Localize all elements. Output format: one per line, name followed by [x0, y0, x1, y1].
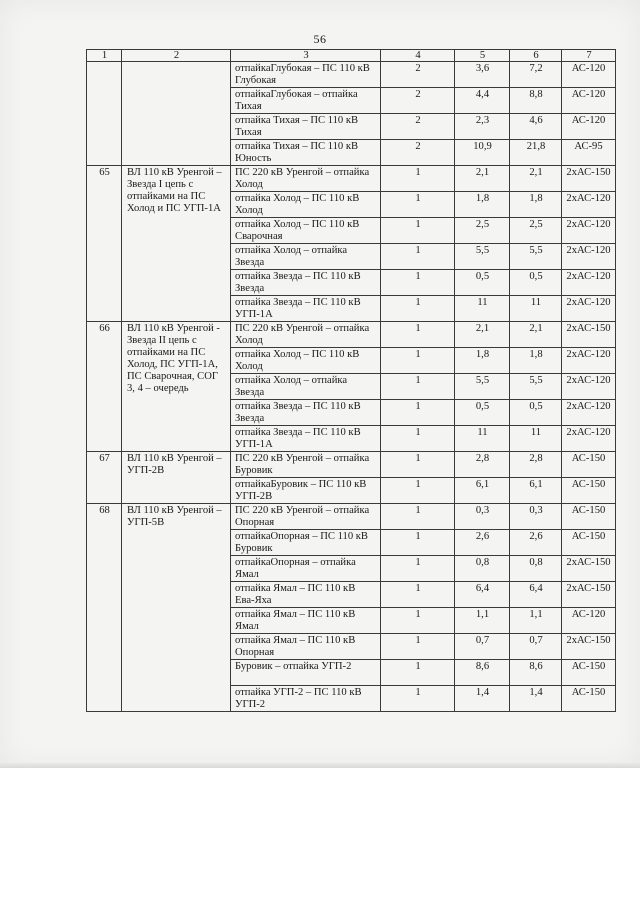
circuits-cell: 2 — [381, 88, 455, 114]
length-cell: 6,1 — [455, 478, 510, 504]
total-length-cell: 5,5 — [510, 244, 562, 270]
section-cell: ПС 220 кВ Уренгой – отпайка Буровик — [231, 452, 381, 478]
circuits-cell: 1 — [381, 270, 455, 296]
length-cell: 1,1 — [455, 608, 510, 634]
section-cell: отпайкаБуровик – ПС 110 кВ УГП-2В — [231, 478, 381, 504]
length-cell: 3,6 — [455, 62, 510, 88]
length-cell: 0,5 — [455, 270, 510, 296]
total-length-cell: 8,6 — [510, 660, 562, 686]
length-cell: 0,7 — [455, 634, 510, 660]
circuits-cell: 2 — [381, 140, 455, 166]
line-number-cell — [87, 62, 122, 166]
total-length-cell: 2,1 — [510, 322, 562, 348]
total-length-cell: 1,4 — [510, 686, 562, 712]
wire-type-cell: 2хАС-150 — [562, 556, 616, 582]
section-cell: отпайка УГП-2 – ПС 110 кВ УГП-2 — [231, 686, 381, 712]
circuits-cell: 1 — [381, 218, 455, 244]
wire-type-cell: 2хАС-120 — [562, 270, 616, 296]
length-cell: 0,8 — [455, 556, 510, 582]
total-length-cell: 0,5 — [510, 270, 562, 296]
circuits-cell: 1 — [381, 452, 455, 478]
line-name-cell: ВЛ 110 кВ Уренгой – УГП-2В — [122, 452, 231, 504]
total-length-cell: 1,1 — [510, 608, 562, 634]
line-number-cell: 65 — [87, 166, 122, 322]
total-length-cell: 1,8 — [510, 192, 562, 218]
total-length-cell: 0,8 — [510, 556, 562, 582]
length-cell: 5,5 — [455, 374, 510, 400]
length-cell: 0,3 — [455, 504, 510, 530]
line-name-cell: ВЛ 110 кВ Уренгой – УГП-5В — [122, 504, 231, 712]
section-cell: отпайкаГлубокая – отпайка Тихая — [231, 88, 381, 114]
column-header: 5 — [455, 50, 510, 62]
wire-type-cell: 2хАС-120 — [562, 296, 616, 322]
section-cell: отпайкаОпорная – ПС 110 кВ Буровик — [231, 530, 381, 556]
column-header: 3 — [231, 50, 381, 62]
length-cell: 0,5 — [455, 400, 510, 426]
wire-type-cell: 2хАС-120 — [562, 218, 616, 244]
total-length-cell: 2,8 — [510, 452, 562, 478]
table-row — [87, 504, 616, 530]
wire-type-cell: АС-95 — [562, 140, 616, 166]
wire-type-cell: 2хАС-120 — [562, 426, 616, 452]
line-number-cell: 68 — [87, 504, 122, 712]
wire-type-cell: 2хАС-120 — [562, 400, 616, 426]
circuits-cell: 1 — [381, 244, 455, 270]
length-cell: 4,4 — [455, 88, 510, 114]
total-length-cell: 0,5 — [510, 400, 562, 426]
length-cell: 2,1 — [455, 166, 510, 192]
total-length-cell: 6,1 — [510, 478, 562, 504]
section-cell: отпайка Звезда – ПС 110 кВ УГП-1А — [231, 296, 381, 322]
length-cell: 2,3 — [455, 114, 510, 140]
section-cell: отпайка Холод – ПС 110 кВ Холод — [231, 192, 381, 218]
length-cell: 10,9 — [455, 140, 510, 166]
power-lines-table — [86, 49, 616, 712]
section-cell: отпайка Холод – отпайка Звезда — [231, 374, 381, 400]
line-number-cell: 67 — [87, 452, 122, 504]
length-cell: 5,5 — [455, 244, 510, 270]
section-cell: ПС 220 кВ Уренгой – отпайка Опорная — [231, 504, 381, 530]
circuits-cell: 1 — [381, 166, 455, 192]
total-length-cell: 0,7 — [510, 634, 562, 660]
circuits-cell: 1 — [381, 322, 455, 348]
section-cell: отпайкаГлубокая – ПС 110 кВ Глубокая — [231, 62, 381, 88]
length-cell: 2,1 — [455, 322, 510, 348]
table-row — [87, 62, 616, 88]
length-cell: 11 — [455, 296, 510, 322]
total-length-cell: 21,8 — [510, 140, 562, 166]
table-row — [87, 452, 616, 478]
wire-type-cell: АС-150 — [562, 504, 616, 530]
circuits-cell: 1 — [381, 582, 455, 608]
circuits-cell: 1 — [381, 660, 455, 686]
length-cell: 6,4 — [455, 582, 510, 608]
wire-type-cell: АС-120 — [562, 608, 616, 634]
circuits-cell: 1 — [381, 686, 455, 712]
circuits-cell: 1 — [381, 530, 455, 556]
length-cell: 2,5 — [455, 218, 510, 244]
total-length-cell: 4,6 — [510, 114, 562, 140]
total-length-cell: 6,4 — [510, 582, 562, 608]
column-header: 4 — [381, 50, 455, 62]
length-cell: 1,8 — [455, 192, 510, 218]
section-cell: отпайка Ямал – ПС 110 кВ Опорная — [231, 634, 381, 660]
section-cell: отпайка Холод – отпайка Звезда — [231, 244, 381, 270]
circuits-cell: 1 — [381, 374, 455, 400]
wire-type-cell: АС-150 — [562, 452, 616, 478]
wire-type-cell: 2хАС-150 — [562, 166, 616, 192]
total-length-cell: 11 — [510, 296, 562, 322]
length-cell: 11 — [455, 426, 510, 452]
page-number: 56 — [313, 32, 327, 46]
line-number-cell: 66 — [87, 322, 122, 452]
total-length-cell: 2,6 — [510, 530, 562, 556]
column-header: 1 — [87, 50, 122, 62]
table-header-row — [87, 50, 616, 62]
total-length-cell: 2,5 — [510, 218, 562, 244]
wire-type-cell: 2хАС-150 — [562, 582, 616, 608]
section-cell: отпайка Звезда – ПС 110 кВ УГП-1А — [231, 426, 381, 452]
wire-type-cell: АС-120 — [562, 62, 616, 88]
length-cell: 2,8 — [455, 452, 510, 478]
circuits-cell: 1 — [381, 556, 455, 582]
wire-type-cell: АС-150 — [562, 686, 616, 712]
circuits-cell: 1 — [381, 296, 455, 322]
wire-type-cell: 2хАС-120 — [562, 374, 616, 400]
line-name-cell: ВЛ 110 кВ Уренгой – Звезда I цепь с отпайками на ПС Холод и ПС УГП-1А — [122, 166, 231, 322]
total-length-cell: 2,1 — [510, 166, 562, 192]
table-row — [87, 166, 616, 192]
column-header: 2 — [122, 50, 231, 62]
circuits-cell: 1 — [381, 608, 455, 634]
total-length-cell: 0,3 — [510, 504, 562, 530]
circuits-cell: 1 — [381, 426, 455, 452]
line-name-cell — [122, 62, 231, 166]
wire-type-cell: 2хАС-150 — [562, 634, 616, 660]
section-cell: отпайка Холод – ПС 110 кВ Сварочная — [231, 218, 381, 244]
wire-type-cell: АС-120 — [562, 88, 616, 114]
circuits-cell: 1 — [381, 400, 455, 426]
total-length-cell: 11 — [510, 426, 562, 452]
length-cell: 1,8 — [455, 348, 510, 374]
section-cell: Буровик – отпайка УГП-2 — [231, 660, 381, 686]
circuits-cell: 1 — [381, 504, 455, 530]
circuits-cell: 1 — [381, 478, 455, 504]
section-cell: отпайка Ямал – ПС 110 кВ Ева-Яха — [231, 582, 381, 608]
circuits-cell: 1 — [381, 192, 455, 218]
section-cell: отпайкаОпорная – отпайка Ямал — [231, 556, 381, 582]
section-cell: отпайка Тихая – ПС 110 кВ Юность — [231, 140, 381, 166]
circuits-cell: 2 — [381, 114, 455, 140]
length-cell: 1,4 — [455, 686, 510, 712]
circuits-cell: 2 — [381, 62, 455, 88]
wire-type-cell: АС-150 — [562, 530, 616, 556]
wire-type-cell: АС-120 — [562, 114, 616, 140]
total-length-cell: 8,8 — [510, 88, 562, 114]
table-row — [87, 322, 616, 348]
section-cell: отпайка Звезда – ПС 110 кВ Звезда — [231, 400, 381, 426]
line-name-cell: ВЛ 110 кВ Уренгой - Звезда II цепь с отпайками на ПС Холод, ПС УГП-1А, ПС Сварочная, СОГ 3, 4 – очередь — [122, 322, 231, 452]
section-cell: отпайка Тихая – ПС 110 кВ Тихая — [231, 114, 381, 140]
column-header: 6 — [510, 50, 562, 62]
section-cell: отпайка Ямал – ПС 110 кВ Ямал — [231, 608, 381, 634]
wire-type-cell: 2хАС-120 — [562, 244, 616, 270]
length-cell: 2,6 — [455, 530, 510, 556]
circuits-cell: 1 — [381, 634, 455, 660]
wire-type-cell: АС-150 — [562, 660, 616, 686]
section-cell: отпайка Холод – ПС 110 кВ Холод — [231, 348, 381, 374]
total-length-cell: 1,8 — [510, 348, 562, 374]
table-body — [87, 62, 616, 712]
wire-type-cell: 2хАС-150 — [562, 322, 616, 348]
section-cell: отпайка Звезда – ПС 110 кВ Звезда — [231, 270, 381, 296]
section-cell: ПС 220 кВ Уренгой – отпайка Холод — [231, 322, 381, 348]
circuits-cell: 1 — [381, 348, 455, 374]
total-length-cell: 5,5 — [510, 374, 562, 400]
length-cell: 8,6 — [455, 660, 510, 686]
column-header: 7 — [562, 50, 616, 62]
total-length-cell: 7,2 — [510, 62, 562, 88]
section-cell: ПС 220 кВ Уренгой – отпайка Холод — [231, 166, 381, 192]
wire-type-cell: 2хАС-120 — [562, 192, 616, 218]
wire-type-cell: АС-150 — [562, 478, 616, 504]
scan-edge — [0, 763, 640, 768]
wire-type-cell: 2хАС-120 — [562, 348, 616, 374]
